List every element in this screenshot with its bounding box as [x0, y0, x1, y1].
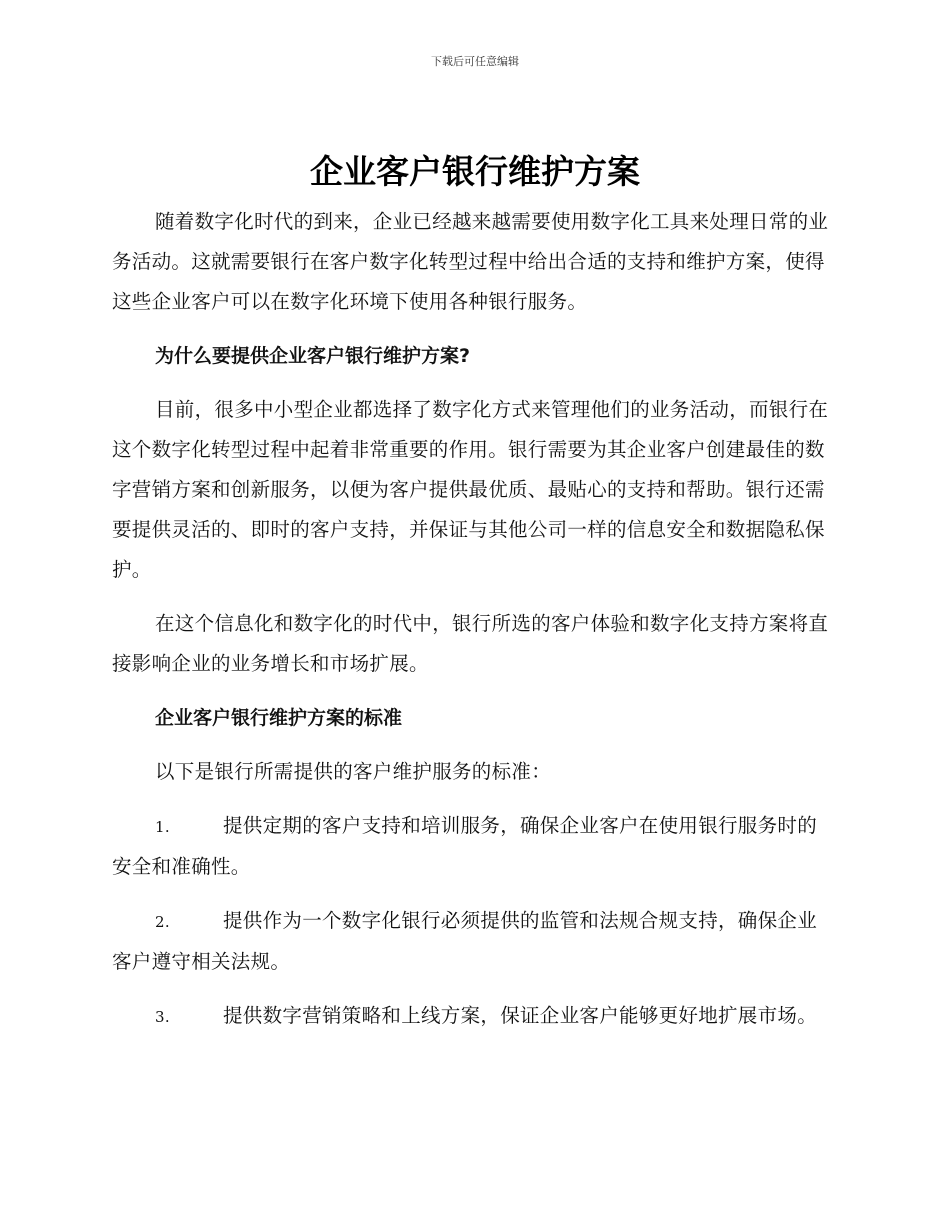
list-item	[112, 806, 834, 887]
section1-paragraph: 目前，很多中小型企业都选择了数字化方式来管理他们的业务活动，而银行在这个数字化转型过程中起着非常重要的作用。银行需要为其企业客户创建最佳的数字营销方案和创新服务，以便为客户提供最优质、最贴心的支持和帮助。银行还需要提供灵活的、即时的客户支持，并保证与其他公司一样的信息安全和数据隐私保护。	[112, 398, 829, 581]
header-note: 下载后可任意编辑	[431, 55, 519, 68]
document-title: 企业客户银行维护方案	[310, 152, 640, 191]
list-item-text: 提供定期的客户支持和培训服务，确保企业客户在使用银行服务时的安全和准确性。	[112, 814, 818, 878]
section1-paragraph: 在这个信息化和数字化的时代中，银行所选的客户体验和数字化支持方案将直接影响企业的业务增长和市场扩展。	[112, 612, 829, 675]
document-body	[112, 202, 834, 1037]
list-item-number: 1.	[155, 818, 170, 836]
list-item-text: 提供数字营销策略和上线方案，保证企业客户能够更好地扩展市场。	[223, 1004, 818, 1027]
list-item-number: 2.	[155, 913, 170, 931]
section2-lead: 以下是银行所需提供的客户维护服务的标准：	[155, 760, 552, 783]
list-item-text: 提供作为一个数字化银行必须提供的监管和法规合规支持，确保企业客户遵守相关法规。	[112, 909, 818, 973]
intro-paragraph: 随着数字化时代的到来，企业已经越来越需要使用数字化工具来处理日常的业务活动。这就需要银行在客户数字化转型过程中给出合适的支持和维护方案，使得这些企业客户可以在数字化环境下使用各种银行服务。	[112, 210, 829, 313]
list-item	[112, 996, 834, 1037]
section-heading-why: 为什么要提供企业客户银行维护方案?	[155, 345, 471, 367]
list-item-number: 3.	[155, 1008, 170, 1026]
section-heading-standards: 企业客户银行维护方案的标准	[155, 707, 403, 729]
list-item	[112, 901, 834, 982]
